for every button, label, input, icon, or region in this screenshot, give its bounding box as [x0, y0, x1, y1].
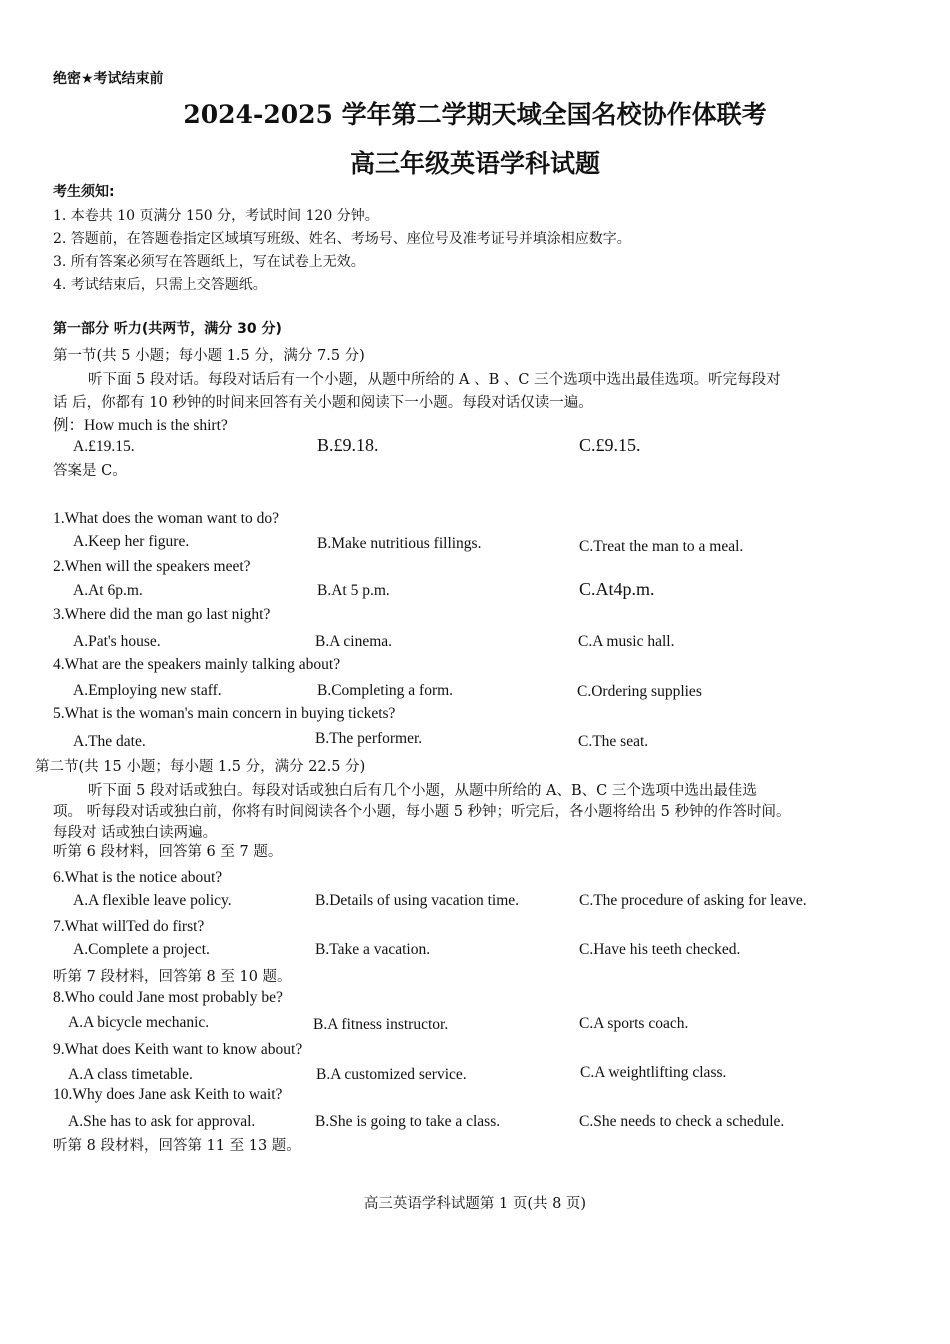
- exam-subtitle: 高三年级英语学科试题: [349, 149, 600, 178]
- section2-instruction: 每段对 话或独白读两遍。: [53, 825, 218, 841]
- material-label: 听第 6 段材料，回答第 6 至 7 题。: [53, 844, 283, 860]
- option-b: B.Details of using vacation time.: [315, 892, 520, 909]
- option-a: A.A flexible leave policy.: [73, 892, 232, 909]
- option-b: B.At 5 p.m.: [317, 582, 390, 599]
- example-option-b: B.£9.18.: [317, 435, 379, 455]
- question: 2.When will the speakers meet?: [53, 558, 251, 575]
- option-b: B.The performer.: [315, 730, 423, 747]
- example-question: 例：How much is the shirt?: [53, 417, 228, 434]
- question: 6.What is the notice about?: [53, 869, 223, 886]
- question: 1.What does the woman want to do?: [53, 510, 279, 527]
- question: 4.What are the speakers mainly talking about?: [53, 656, 341, 673]
- option-c: C.A weightlifting class.: [580, 1064, 727, 1081]
- question: 5.What is the woman's main concern in buying tickets?: [53, 705, 396, 722]
- option-b: B.A customized service.: [316, 1066, 467, 1083]
- notice-item: 3. 所有答案必须写在答题纸上，写在试卷上无效。: [53, 254, 365, 270]
- option-b: B.She is going to take a class.: [315, 1113, 501, 1130]
- option-b: B.A fitness instructor.: [313, 1016, 449, 1033]
- notice-item: 1. 本卷共 10 页满分 150 分，考试时间 120 分钟。: [53, 208, 379, 224]
- option-c: C.A music hall.: [578, 633, 675, 650]
- option-c: C.The procedure of asking for leave.: [579, 892, 807, 909]
- option-c: C.The seat.: [578, 733, 649, 750]
- notice-item: 2. 答题前，在答题卷指定区域填写班级、姓名、考场号、座位号及准考证号并填涂相应数字。: [53, 231, 631, 247]
- example-option-c: C.£9.15.: [579, 435, 641, 455]
- option-c: C.Treat the man to a meal.: [579, 538, 744, 555]
- section2-instruction: 项。 听每段对话或独白前，你将有时间阅读各个小题，每小题 5 秒钟；听完后，各小题将给出 5 秒钟的作答时间。: [53, 804, 791, 820]
- notice-item: 4. 考试结束后，只需上交答题纸。: [53, 277, 267, 293]
- option-b: B.Completing a form.: [317, 682, 454, 699]
- option-c: C.Have his teeth checked.: [579, 941, 741, 958]
- option-a: A.A bicycle mechanic.: [68, 1014, 210, 1031]
- example-answer: 答案是 C。: [53, 463, 127, 479]
- section2-heading: 第二节(共 15 小题；每小题 1.5 分，满分 22.5 分): [35, 759, 366, 775]
- section1-instruction: 话 后，你都有 10 秒钟的时间来回答有关小题和阅读下一小题。每段对话仅读一遍。: [53, 395, 593, 411]
- section1-instruction: 听下面 5 段对话。每段对话后有一个小题，从题中所给的 A 、B 、C 三个选项中选出最佳选项。听完每段对: [88, 372, 781, 388]
- page-footer: 高三英语学科试题第 1 页(共 8 页): [363, 1196, 587, 1212]
- option-b: B.Make nutritious fillings.: [317, 535, 482, 552]
- material-label: 听第 7 段材料，回答第 8 至 10 题。: [53, 969, 292, 985]
- option-a: A.Keep her figure.: [73, 533, 190, 550]
- secret-label: 绝密★考试结束前: [53, 71, 164, 87]
- question: 9.What does Keith want to know about?: [53, 1041, 303, 1058]
- section1-heading: 第一节(共 5 小题；每小题 1.5 分，满分 7.5 分): [53, 348, 365, 364]
- notice-heading: 考生须知:: [53, 184, 115, 200]
- material-label: 听第 8 段材料，回答第 11 至 13 题。: [53, 1138, 301, 1154]
- option-c: C.At4p.m.: [579, 579, 655, 599]
- option-a: A.Complete a project.: [73, 941, 210, 958]
- question: 10.Why does Jane ask Keith to wait?: [53, 1086, 283, 1103]
- option-b: B.Take a vacation.: [315, 941, 431, 958]
- section2-instruction: 听下面 5 段对话或独白。每段对话或独白后有几个小题，从题中所给的 A、B、C 三个选项中选出最佳选: [88, 783, 757, 799]
- part1-heading: 第一部分 听力(共两节，满分 30 分): [53, 321, 282, 337]
- option-a: A.Pat's house.: [73, 633, 161, 650]
- question: 8.Who could Jane most probably be?: [53, 989, 283, 1006]
- question: 3.Where did the man go last night?: [53, 606, 271, 623]
- option-a: A.At 6p.m.: [73, 582, 143, 599]
- option-c: C.Ordering supplies: [577, 683, 702, 700]
- option-a: A.Employing new staff.: [73, 682, 222, 699]
- question: 7.What willTed do first?: [53, 918, 205, 935]
- option-b: B.A cinema.: [315, 633, 393, 650]
- option-c: C.A sports coach.: [579, 1015, 689, 1032]
- option-a: A.She has to ask for approval.: [68, 1113, 256, 1130]
- option-a: A.The date.: [73, 733, 146, 750]
- option-a: A.A class timetable.: [68, 1066, 193, 1083]
- option-c: C.She needs to check a schedule.: [579, 1113, 785, 1130]
- exam-title: 2024-2025 学年第二学期天域全国名校协作体联考: [183, 100, 767, 129]
- example-option-a: A.£19.15.: [73, 438, 135, 455]
